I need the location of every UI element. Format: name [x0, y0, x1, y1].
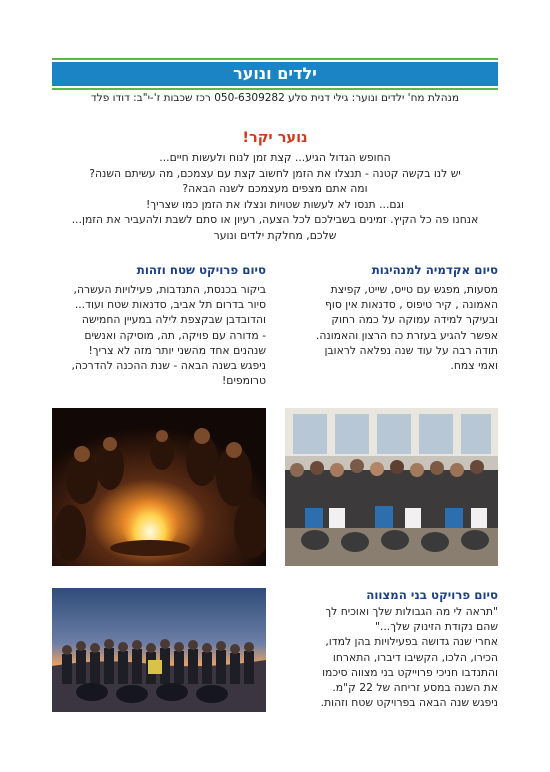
- mitzvah-section-body: [283, 604, 498, 710]
- banner-title: ילדים ונוער: [233, 64, 317, 83]
- academy-line: תודה רבה על עוד שנה נפלאה לראובן: [324, 343, 498, 357]
- intro-line: ומה אתם מצפים מעצמכם לשנה הבאה?: [182, 182, 368, 196]
- academy-section-title: סיום אקדמיה למנהיגות: [371, 263, 498, 277]
- academy-line: אפשר להגיע בעזרת כח הרצון והאמונה.: [315, 328, 498, 342]
- field-line: שנהנים אחד מהשני יותר מזה לא צריך!: [88, 343, 266, 357]
- intro-line: אנחנו פה כל הקיץ. זמינים בשבילכם לכל הצעה, רעיון או סתם לשבת ולהעביר את הזמן...: [71, 213, 479, 227]
- field-section-body: [52, 282, 266, 388]
- field-line: טרומפים!: [221, 374, 266, 388]
- academy-line: האמונה , קיר טיפוס , סדנאות אין סוף: [325, 298, 498, 312]
- section-banner: [52, 62, 498, 86]
- mitzvah-line: "תראה לי מה הגבולות שלך ואוכיח לך: [325, 605, 498, 618]
- mitzvah-line: ניפגש שנה הבאה בפרויקט שטח וזהות.: [320, 696, 498, 710]
- academy-line: ובעיקר למידה עמוקה על כמה רחוק: [331, 313, 498, 327]
- mitzvah-line: שהם נקודת הזינוק שלך...": [374, 620, 498, 634]
- academy-group-photo: [285, 408, 498, 566]
- mitzvah-line: והתנדבו חניכי פרוייקט בני מצווה סיכמו: [322, 665, 498, 679]
- field-line: ניפגש בשנה הבאה - שנת ההכנה להדרכה,: [71, 359, 266, 373]
- campfire-photo: [52, 408, 266, 566]
- mitzvah-line: אחרי שנה גדושה בפעילויות בהן למדו,: [325, 635, 498, 649]
- sunrise-hike-group-photo: [52, 588, 266, 712]
- contacts-line: מנהלת מח' ילדים ונוער: גילי דנית סלע 050-6309282 רכז שכבות ז'-י"ב: דודו פלד: [91, 92, 459, 104]
- academy-section-body: [283, 282, 498, 373]
- field-line: - מדורה עם פויקה, תה, מוסיקה ואנשים: [84, 328, 266, 342]
- intro-signature: שלכם, מחלקת ילדים ונוער: [213, 228, 337, 242]
- intro-title: נוער יקר!: [242, 130, 308, 146]
- mitzvah-line: את השנה במסע זריחה של 22 ק"מ.: [332, 681, 498, 695]
- academy-line: מסעות, מפגש עם טייס, שייט, קפיצת: [330, 283, 498, 296]
- field-section-title: סיום פרויקט שטח וזהות: [136, 263, 266, 277]
- field-line: ביקור בכנסת, התנדבות, פעילויות העשרה,: [73, 283, 266, 296]
- field-line: סיור בדרום תל אביב, סדנאות שטח ועוד...: [74, 298, 266, 312]
- banner-top-line: [52, 58, 498, 60]
- intro-text: [52, 150, 498, 244]
- intro-line: וגם... תנסו לא לעשות שטויות ונצלו את הזמן כמו שצריך!: [146, 197, 404, 211]
- intro-line: יש לנו בקשה קטנה - תנצלו את הזמן לחשוב קצת עם עצמכם, מה עשיתם השנה?: [89, 166, 461, 180]
- banner-bottom-line: [52, 88, 498, 90]
- academy-line: ואמי צמח.: [450, 359, 498, 373]
- field-line: והדובדבן שבקצפת לילה במעיין החמישה: [81, 313, 266, 327]
- mitzvah-section-title: סיום פרויקט בני המצווה: [366, 588, 498, 602]
- intro-line: החופש הגדול הגיע... קצת זמן לנוח ולעשות חיים...: [159, 151, 391, 164]
- mitzvah-line: הכירו, הלכו, הקשיבו דיברו, התארחו: [332, 650, 498, 664]
